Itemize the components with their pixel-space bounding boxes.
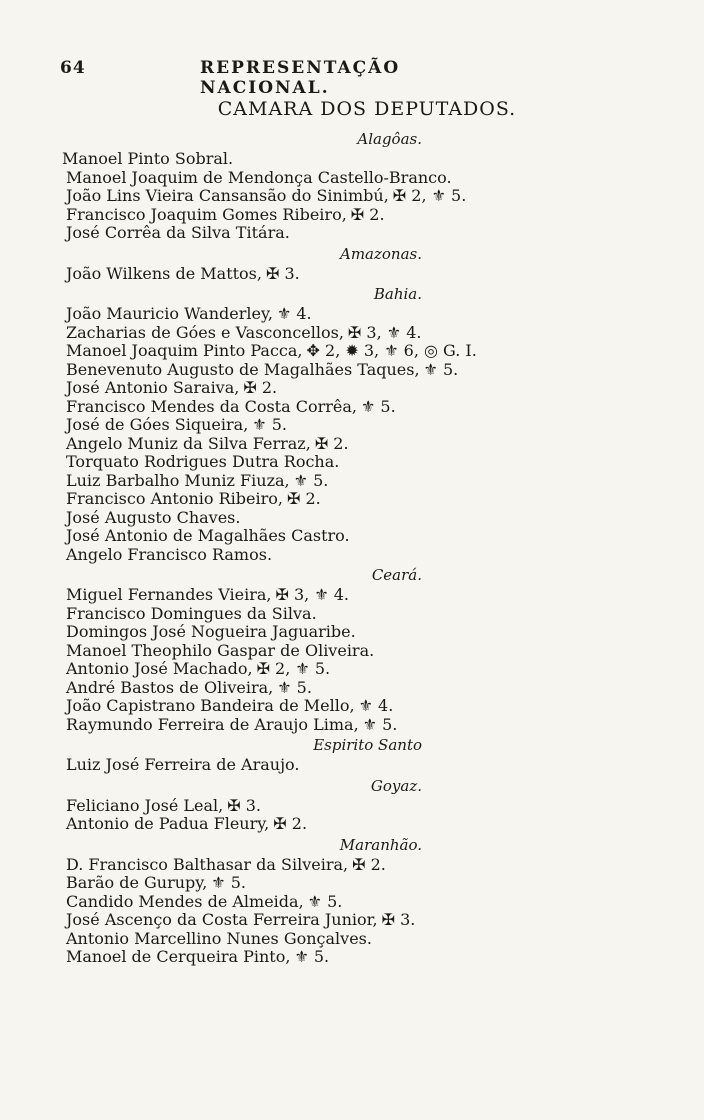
member-list bbox=[62, 128, 542, 967]
member-entry bbox=[62, 911, 542, 930]
member-entry bbox=[62, 379, 542, 398]
member-entry bbox=[62, 930, 542, 949]
member-entry bbox=[62, 716, 542, 735]
member-entry bbox=[62, 342, 542, 361]
member-name: João Wilkens de Mattos, bbox=[66, 263, 262, 283]
member-decorations: ✠ 2. bbox=[286, 489, 321, 508]
page-number: 64 bbox=[60, 58, 86, 78]
member-entry bbox=[62, 224, 542, 243]
member-entry bbox=[62, 948, 542, 967]
member-decorations: ⚜ 5. bbox=[211, 873, 246, 892]
member-decorations: ✠ 2, ⚜ 5. bbox=[392, 186, 467, 205]
member-name: João Lins Vieira Cansansão do Sinimbú, bbox=[66, 186, 389, 205]
province-heading: Bahia. bbox=[373, 285, 422, 303]
member-name: Manoel de Cerqueira Pinto, bbox=[66, 947, 291, 966]
member-name: Manoel Theophilo Gaspar de Oliveira. bbox=[66, 640, 375, 660]
member-name: Antonio Marcellino Nunes Gonçalves. bbox=[66, 928, 372, 948]
member-name: Feliciano José Leal, bbox=[66, 795, 224, 815]
member-name: João Mauricio Wanderley, bbox=[66, 304, 273, 323]
member-entry bbox=[62, 416, 542, 435]
member-decorations: ✠ 3, ⚜ 4. bbox=[275, 585, 350, 604]
member-decorations: ✠ 2. bbox=[352, 854, 386, 874]
member-entry bbox=[62, 856, 542, 875]
member-decorations: ✠ 2. bbox=[314, 433, 349, 453]
member-name: Manoel Joaquim Pinto Pacca, bbox=[66, 341, 303, 360]
member-decorations: ⚜ 4. bbox=[358, 696, 394, 715]
member-entry bbox=[62, 815, 542, 834]
member-name: Francisco Domingues da Silva. bbox=[66, 603, 317, 623]
member-name: José Augusto Chaves. bbox=[66, 507, 241, 527]
member-entry bbox=[62, 623, 542, 642]
member-entry bbox=[62, 305, 542, 324]
member-entry bbox=[62, 509, 542, 528]
member-name: Miguel Fernandes Vieira, bbox=[66, 585, 272, 604]
member-name: Manoel Joaquim de Mendonça Castello-Branco. bbox=[66, 167, 452, 187]
province-heading: Maranhão. bbox=[339, 835, 422, 854]
member-entry bbox=[62, 472, 542, 491]
member-decorations: ✠ 2. bbox=[273, 814, 308, 833]
page-header bbox=[60, 58, 520, 98]
member-entry bbox=[62, 679, 542, 698]
member-entry bbox=[62, 169, 542, 188]
member-name: Barão de Gurupy, bbox=[66, 873, 208, 892]
member-name: José Corrêa da Silva Titára. bbox=[66, 223, 290, 242]
province-heading: Goyaz. bbox=[370, 776, 422, 795]
member-entry bbox=[62, 756, 542, 775]
member-entry bbox=[62, 398, 542, 417]
member-entry bbox=[62, 546, 542, 565]
member-decorations: ⚜ 5. bbox=[252, 415, 287, 434]
province-section bbox=[62, 128, 542, 243]
member-name: D. Francisco Balthasar da Silveira, bbox=[66, 854, 349, 874]
member-name: Angelo Francisco Ramos. bbox=[66, 544, 273, 564]
member-name: Antonio José Machado, bbox=[66, 659, 253, 678]
member-decorations: ⚜ 5. bbox=[362, 714, 398, 734]
member-name: Domingos José Nogueira Jaguaribe. bbox=[66, 622, 356, 641]
member-name: Raymundo Ferreira de Araujo Lima, bbox=[66, 714, 359, 734]
member-name: José Antonio de Magalhães Castro. bbox=[66, 526, 350, 545]
member-decorations: ⚜ 5. bbox=[277, 677, 312, 697]
member-decorations: ⚜ 5. bbox=[423, 359, 459, 379]
member-name: Angelo Muniz da Silva Ferraz, bbox=[66, 433, 311, 453]
member-entry bbox=[62, 265, 542, 284]
member-name: André Bastos de Oliveira, bbox=[66, 677, 274, 697]
member-decorations: ⚜ 5. bbox=[294, 947, 330, 966]
member-entry bbox=[62, 187, 542, 206]
member-entry bbox=[62, 150, 542, 169]
province-heading: Amazonas. bbox=[339, 244, 422, 263]
member-entry bbox=[62, 605, 542, 624]
member-entry bbox=[62, 586, 542, 605]
member-entry bbox=[62, 874, 542, 893]
member-name: José de Góes Siqueira, bbox=[66, 415, 249, 434]
member-entry bbox=[62, 453, 542, 472]
running-title: REPRESENTAÇÃO NACIONAL. bbox=[200, 58, 401, 98]
member-entry bbox=[62, 697, 542, 716]
member-decorations: ⚜ 5. bbox=[307, 891, 343, 911]
province-heading: Alagôas. bbox=[357, 130, 422, 148]
member-entry bbox=[62, 361, 542, 380]
province-section bbox=[62, 775, 542, 834]
member-entry bbox=[62, 642, 542, 661]
province-section bbox=[62, 734, 542, 775]
member-entry bbox=[62, 893, 542, 912]
member-decorations: ✠ 3. bbox=[381, 910, 416, 929]
member-decorations: ✠ 3, ⚜ 4. bbox=[347, 322, 422, 342]
member-name: Antonio de Padua Fleury, bbox=[66, 814, 270, 833]
member-name: Candido Mendes de Almeida, bbox=[66, 891, 304, 911]
member-entry bbox=[62, 324, 542, 343]
member-name: Luiz Barbalho Muniz Fiuza, bbox=[66, 470, 290, 490]
member-name: Francisco Antonio Ribeiro, bbox=[66, 489, 283, 508]
member-name: João Capistrano Bandeira de Mello, bbox=[66, 696, 355, 715]
member-decorations: ✠ 3. bbox=[227, 795, 261, 815]
member-decorations: ✠ 2, ⚜ 5. bbox=[256, 659, 331, 678]
member-entry bbox=[62, 660, 542, 679]
province-section bbox=[62, 834, 542, 967]
member-name: José Antonio Saraiva, bbox=[66, 378, 240, 397]
member-entry bbox=[62, 490, 542, 509]
member-name: Luiz José Ferreira de Araujo. bbox=[66, 755, 300, 774]
member-decorations: ✠ 3. bbox=[265, 263, 300, 283]
member-name: Manoel Pinto Sobral. bbox=[62, 149, 234, 168]
province-section bbox=[62, 564, 542, 734]
member-name: Zacharias de Góes e Vasconcellos, bbox=[66, 322, 344, 342]
member-name: Francisco Mendes da Costa Corrêa, bbox=[66, 396, 357, 416]
province-section bbox=[62, 283, 542, 564]
member-decorations: ✥ 2, ✹ 3, ⚜ 6, ◎ G. I. bbox=[306, 341, 477, 360]
member-entry bbox=[62, 435, 542, 454]
member-decorations: ⚜ 5. bbox=[361, 396, 396, 416]
province-heading: Espirito Santo bbox=[313, 736, 422, 754]
member-entry bbox=[62, 206, 542, 225]
member-name: Torquato Rodrigues Dutra Rocha. bbox=[66, 452, 340, 471]
chamber-title: CAMARA DOS DEPUTADOS. bbox=[217, 98, 517, 120]
member-entry bbox=[62, 797, 542, 816]
member-entry bbox=[62, 527, 542, 546]
province-heading: Ceará. bbox=[371, 566, 422, 584]
member-decorations: ⚜ 4. bbox=[276, 304, 312, 323]
member-decorations: ✠ 2. bbox=[350, 204, 385, 224]
member-decorations: ⚜ 5. bbox=[293, 470, 329, 490]
member-name: Francisco Joaquim Gomes Ribeiro, bbox=[66, 204, 347, 224]
member-decorations: ✠ 2. bbox=[243, 378, 278, 397]
province-section bbox=[62, 243, 542, 284]
member-name: Benevenuto Augusto de Magalhães Taques, bbox=[66, 359, 420, 379]
member-name: José Ascenço da Costa Ferreira Junior, bbox=[66, 910, 378, 929]
